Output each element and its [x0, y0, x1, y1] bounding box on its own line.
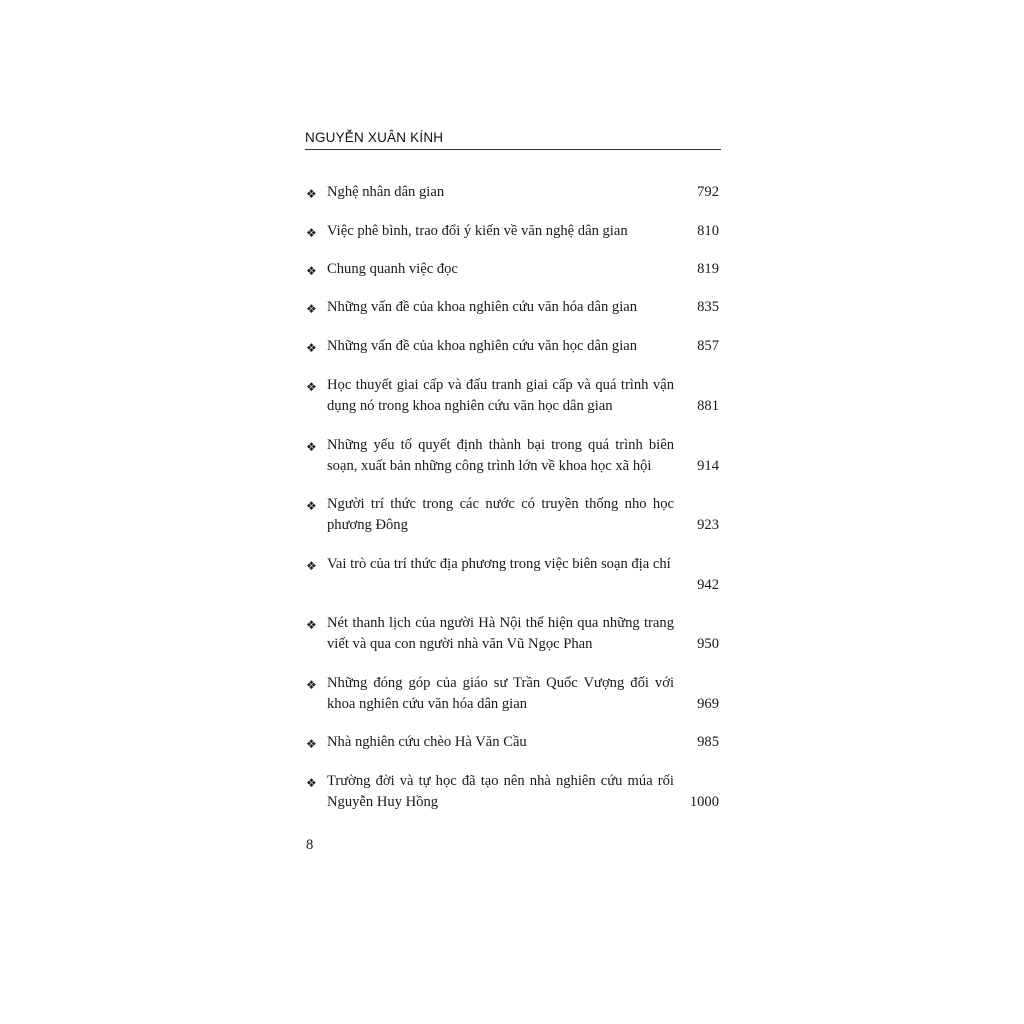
- toc-entry-page: 923: [697, 517, 719, 533]
- diamond-bullet-icon: ❖: [306, 264, 317, 278]
- diamond-bullet-icon: ❖: [306, 440, 317, 454]
- toc-entry-page: 985: [697, 734, 719, 750]
- toc-entry: [306, 732, 719, 754]
- toc-entry: [306, 221, 719, 243]
- toc-entry: [306, 336, 719, 358]
- diamond-bullet-icon: ❖: [306, 678, 317, 692]
- toc-entry-page: 819: [697, 261, 719, 277]
- diamond-bullet-icon: ❖: [306, 618, 317, 632]
- toc-entry-page: 969: [697, 696, 719, 712]
- page-number: 8: [306, 837, 314, 853]
- toc-entry-title: Vai trò của trí thức địa phương trong việc biên soạn địa chí: [327, 556, 671, 572]
- toc-entry-title: Trường đời và tự học đã tạo nên nhà nghiên cứu múa rối Nguyễn Huy Hồng: [327, 773, 674, 810]
- diamond-bullet-icon: ❖: [306, 559, 317, 573]
- toc-entry-title: Nhà nghiên cứu chèo Hà Văn Cầu: [327, 734, 527, 750]
- toc-entry-page: 950: [697, 636, 719, 652]
- toc-entry-page: 914: [697, 458, 719, 474]
- toc-entry-title: Học thuyết giai cấp và đấu tranh giai cấp và quá trình vận dụng nó trong khoa nghiên cứu văn học dân gian: [327, 377, 674, 414]
- diamond-bullet-icon: ❖: [306, 302, 317, 316]
- author-name: NGUYỄN XUÂN KÍNH: [305, 130, 444, 145]
- toc-entry: [306, 259, 719, 281]
- toc-entry-title: Những yếu tố quyết định thành bại trong quá trình biên soạn, xuất bản những công trình lớn về khoa học xã hội: [327, 437, 674, 474]
- toc-entry: [306, 182, 719, 204]
- toc-entry: [306, 494, 719, 538]
- toc-entry-title: Người trí thức trong các nước có truyền thống nho học phương Đông: [327, 496, 674, 533]
- diamond-bullet-icon: ❖: [306, 380, 317, 394]
- toc-entry-title: Những vấn đề của khoa nghiên cứu văn hóa dân gian: [327, 299, 638, 315]
- diamond-bullet-icon: ❖: [306, 187, 317, 201]
- toc-entry-title: Việc phê bình, trao đổi ý kiến về văn nghệ dân gian: [327, 223, 628, 239]
- diamond-bullet-icon: ❖: [306, 737, 317, 751]
- toc-entry-page: 835: [697, 299, 719, 315]
- toc-entry: [306, 673, 719, 717]
- toc-entry: [306, 554, 719, 598]
- diamond-bullet-icon: ❖: [306, 499, 317, 513]
- toc-entry-page: 792: [697, 184, 719, 200]
- toc-entry: [306, 771, 719, 815]
- toc-entry: [306, 375, 719, 419]
- toc-entry-title: Chung quanh việc đọc: [327, 261, 458, 277]
- toc-entry: [306, 613, 719, 657]
- toc-entry-title: Những đóng góp của giáo sư Trần Quốc Vượng đối với khoa nghiên cứu văn hóa dân gian: [327, 675, 674, 712]
- running-header: [305, 129, 721, 150]
- toc-entry-page: 857: [697, 338, 719, 354]
- toc-entry-title: Nghệ nhân dân gian: [327, 184, 445, 200]
- diamond-bullet-icon: ❖: [306, 776, 317, 790]
- diamond-bullet-icon: ❖: [306, 226, 317, 240]
- toc-entry: [306, 297, 719, 319]
- toc-entry-title: Những vấn đề của khoa nghiên cứu văn học dân gian: [327, 338, 638, 354]
- toc-entry: [306, 435, 719, 479]
- toc-entry-page: 942: [697, 577, 719, 593]
- toc-entry-page: 810: [697, 223, 719, 239]
- diamond-bullet-icon: ❖: [306, 341, 317, 355]
- toc-entry-page: 1000: [689, 794, 719, 810]
- toc-entry-title: Nét thanh lịch của người Hà Nội thể hiện qua những trang viết và qua con người nhà văn Vũ Ngọc Phan: [327, 615, 674, 652]
- toc-entry-page: 881: [697, 398, 719, 414]
